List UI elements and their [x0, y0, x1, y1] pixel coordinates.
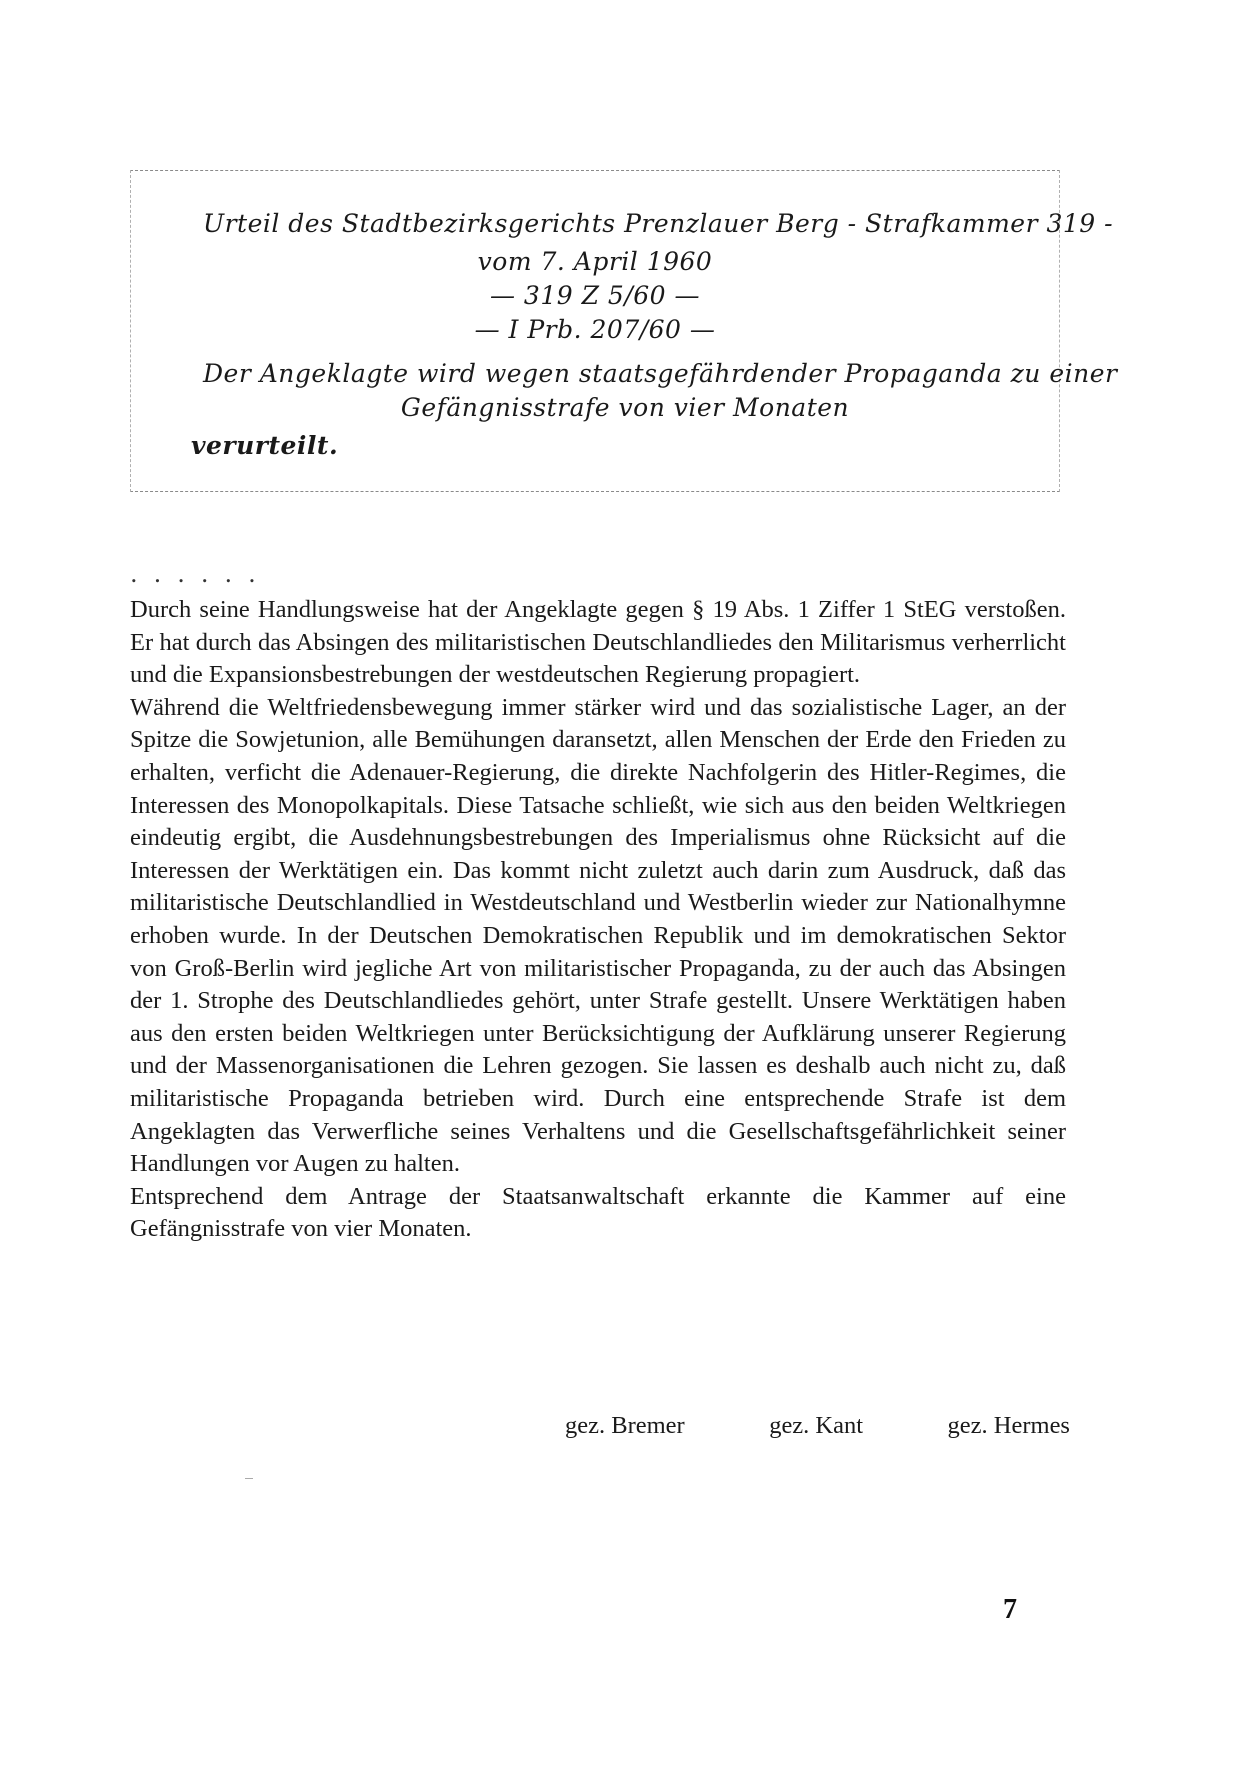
signature-hermes: gez. Hermes	[947, 1412, 1070, 1439]
case-number-line: — 319 Z 5/60 —	[489, 281, 700, 310]
signature-bremer: gez. Bremer	[565, 1412, 685, 1439]
paragraph-2: Während die Weltfriedensbewegung immer stärker wird und das sozialistische Lager, an der Spitze die Sowjetunion, alle Bemühungen daransetzt, allen Menschen der Erde den Frieden zu erhalten, verficht die Adenauer-Regierung, die direkte Nachfolgerin des Hitler-Regimes, die Interessen des Monopolkapitals. Diese Tatsache schließt, wie sich aus den beiden Weltkriegen eindeutig ergibt, die Ausdehnungsbestrebungen des Imperialismus ohne Rücksicht auf die Interessen der Werktätigen ein. Das kommt nicht zuletzt auch darin zum Ausdruck, daß das militaristische Deutschlandlied in Westdeutschland und Westberlin wieder zur Nationalhymne erhoben wurde. In der Deutschen Demokratischen Republik und im demokratischen Sektor von Groß-Berlin wird jegliche Art von militaristischer Propaganda, zu der auch das Absingen der 1. Strophe des Deutschlandliedes gehört, unter Strafe gestellt. Unsere Werktätigen haben aus den ersten beiden Weltkriegen unter Berücksichtigung der Aufklärung unserer Regierung und der Massenorganisationen die Lehren gezogen. Sie lassen es deshalb auch nicht zu, daß militaristische Propaganda betrieben wird. Durch eine entsprechende Strafe ist dem Angeklagten das Verwerfliche seines Verhaltens und die Gesellschaftsgefährlichkeit seiner Handlungen vor Augen zu halten.	[130, 693, 1066, 1178]
paragraph-3: Entsprechend dem Antrage der Staatsanwaltschaft erkannte die Kammer auf eine Gefängnisstrafe von vier Monaten.	[130, 1182, 1066, 1243]
print-mark	[245, 1478, 253, 1479]
paragraph-1: Durch seine Handlungsweise hat der Angeklagte gegen § 19 Abs. 1 Ziffer 1 StEG verstoßen. Er hat durch das Absingen des militaristischen Deutschlandliedes den Militarismus verherrlicht und die Expansionsbestrebungen der westdeutschen Regierung propagiert.	[130, 596, 1066, 689]
judgment-body	[130, 594, 1066, 1246]
signature-kant: gez. Kant	[769, 1412, 864, 1439]
verdict-summary-line-2: Gefängnisstrafe von vier Monaten	[400, 393, 850, 422]
verdict-summary-line-3: verurteilt.	[191, 431, 339, 460]
court-title-line: Urteil des Stadtbezirksgerichts Prenzlauer Berg - Strafkammer 319 -	[203, 209, 1114, 238]
register-number-line: — I Prb. 207/60 —	[474, 315, 716, 344]
verdict-summary-line-1: Der Angeklagte wird wegen staatsgefährdender Propaganda zu einer	[203, 359, 1118, 388]
signature-block	[565, 1412, 1070, 1440]
verdict-date-line: vom 7. April 1960	[477, 247, 713, 276]
verdict-header-box	[130, 170, 1118, 492]
omission-dots: ......	[130, 560, 272, 588]
page-number: 7	[1003, 1594, 1017, 1625]
